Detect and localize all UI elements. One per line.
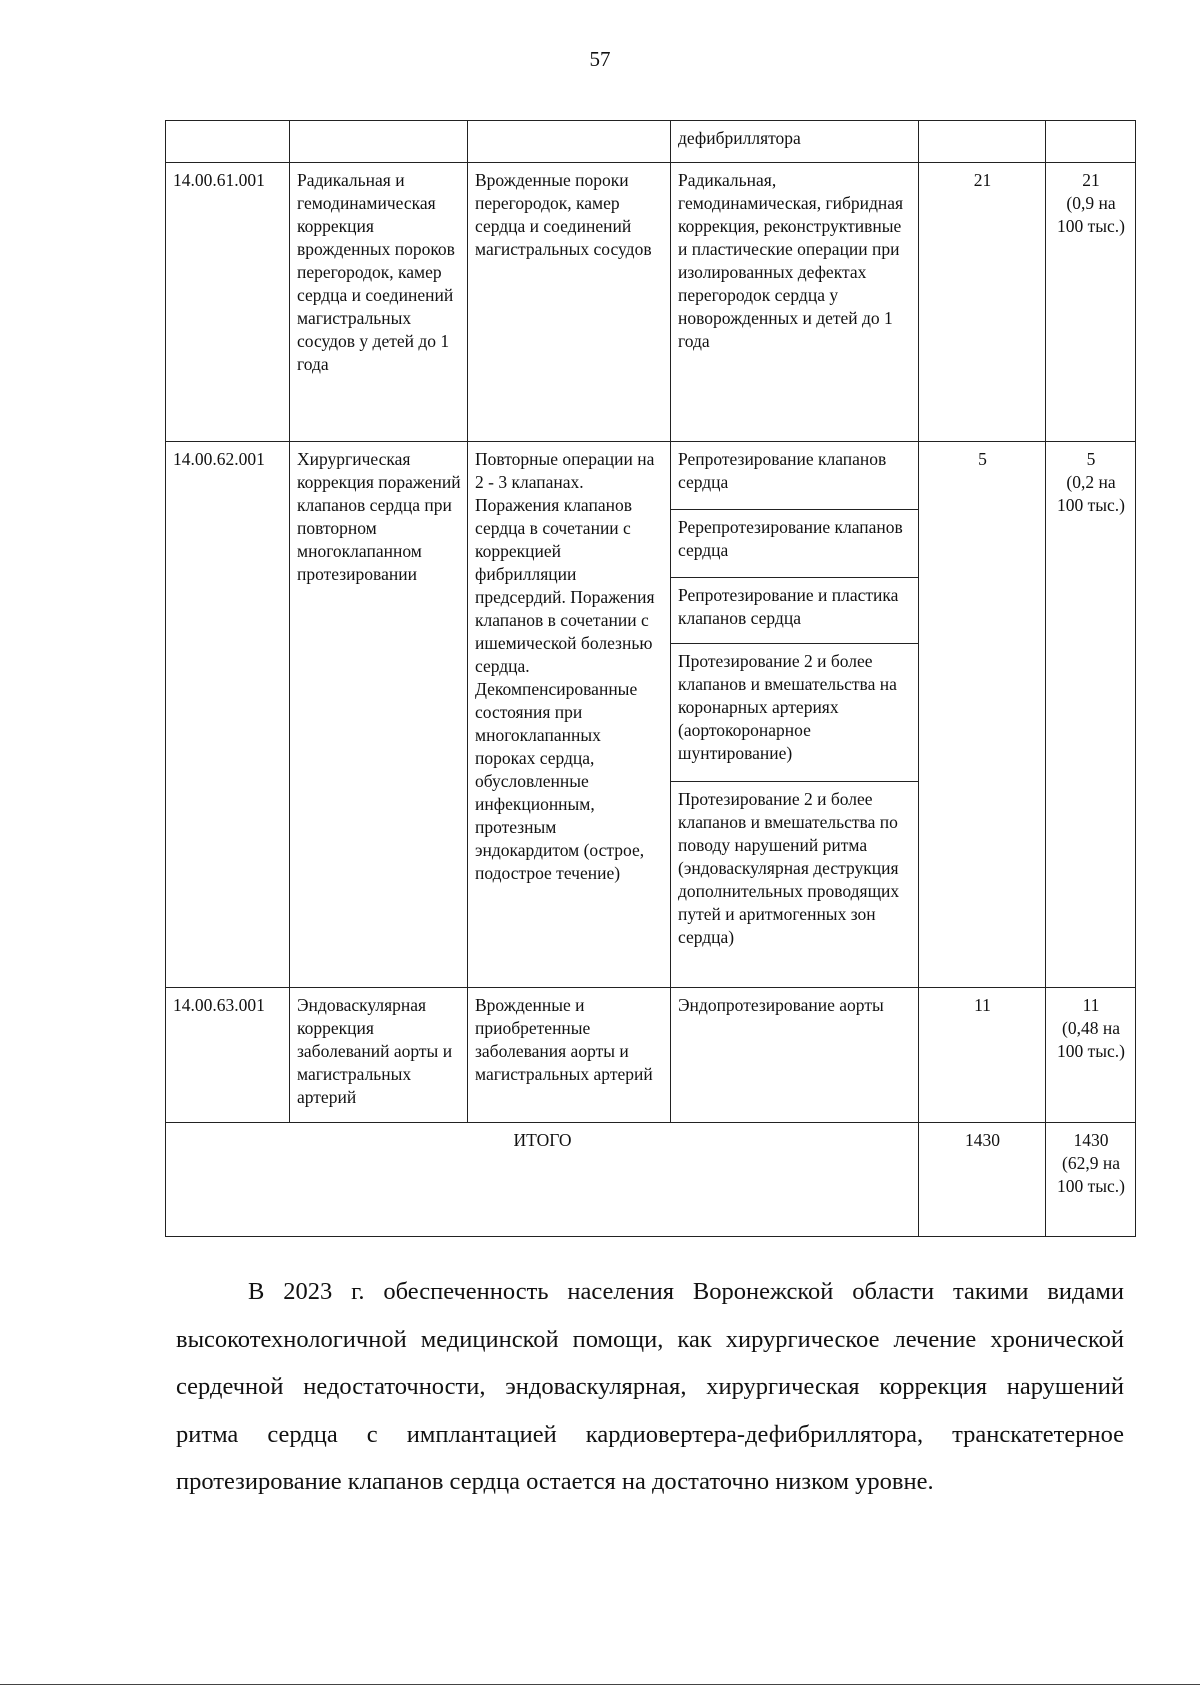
- total-value: 5: [1086, 449, 1096, 469]
- cell-code: [166, 121, 290, 163]
- cell-diagnosis: Врожденные и приобретенные заболевания аорты и магистральных артерий: [468, 988, 671, 1123]
- cell-count: 21: [919, 163, 1046, 442]
- cell-name: Радикальная и гемодинамическая коррекция врожденных пороков перегородок, камер сердца и соединений магистральных сосудов у детей до 1 года: [290, 163, 468, 442]
- table-row: [166, 442, 1136, 510]
- page-number: 57: [589, 47, 611, 71]
- total-rate: (0,9 на 100 тыс.): [1056, 193, 1125, 236]
- cell-total: [1046, 988, 1136, 1123]
- cell-code: 14.00.63.001: [166, 988, 290, 1123]
- cell-total: [1046, 1123, 1136, 1237]
- total-value: 21: [1082, 170, 1100, 190]
- cell-total: [1046, 442, 1136, 988]
- cell-method: Протезирование 2 и более клапанов и вмешательства на коронарных артериях (аортокоронарное шунтирование): [671, 644, 919, 782]
- table-row-total: [166, 1123, 1136, 1237]
- cell-name: [290, 121, 468, 163]
- cell-count: 5: [919, 442, 1046, 988]
- cell-total: [1046, 163, 1136, 442]
- total-rate: (62,9 на 100 тыс.): [1056, 1153, 1125, 1196]
- total-rate: (0,48 на 100 тыс.): [1056, 1018, 1125, 1061]
- cell-count: [919, 121, 1046, 163]
- cell-name: Хирургическая коррекция поражений клапанов сердца при повторном многоклапанном протезировании: [290, 442, 468, 988]
- cell-method: Ререпротезирование клапанов сердца: [671, 510, 919, 578]
- total-rate: (0,2 на 100 тыс.): [1056, 472, 1125, 515]
- total-value: 11: [1082, 995, 1100, 1015]
- cell-method: дефибриллятора: [671, 121, 919, 163]
- cell-method: Эндопротезирование аорты: [671, 988, 919, 1123]
- cell-count: 1430: [919, 1123, 1046, 1237]
- cell-diagnosis: [468, 121, 671, 163]
- footer-divider: [0, 1684, 1200, 1685]
- table-row-continuation: [166, 121, 1136, 163]
- cell-method: Репротезирование и пластика клапанов сердца: [671, 578, 919, 644]
- cell-method: Репротезирование клапанов сердца: [671, 442, 919, 510]
- cell-code: 14.00.61.001: [166, 163, 290, 442]
- cell-diagnosis: Повторные операции на 2 - 3 клапанах. Поражения клапанов сердца в сочетании с коррекцией фибрилляции предсердий. Поражения клапанов в сочетании с ишемической болезнью сердца. Декомпенсированные состояния при многоклапанных пороках сердца, обусловленные инфекционным, протезным эндокардитом (острое, подострое течение): [468, 442, 671, 988]
- cell-method: Радикальная, гемодинамическая, гибридная коррекция, реконструктивные и пластические операции при изолированных дефектах перегородок сердца у новорожденных и детей до 1 года: [671, 163, 919, 442]
- body-paragraph: В 2023 г. обеспеченность населения Воронежской области такими видами высокотехнологичной медицинской помощи, как хирургическое лечение хронической сердечной недостаточности, эндоваскулярная, хирургическая коррекция нарушений ритма сердца с имплантацией кардиовертера-дефибриллятора, транскатетерное протезирование клапанов сердца остается на достаточно низком уровне.: [176, 1278, 1124, 1495]
- cell-code: 14.00.62.001: [166, 442, 290, 988]
- cell-method: Протезирование 2 и более клапанов и вмешательства по поводу нарушений ритма (эндоваскулярная деструкция дополнительных проводящих путей и аритмогенных зон сердца): [671, 782, 919, 988]
- cell-count: 11: [919, 988, 1046, 1123]
- total-value: 1430: [1073, 1130, 1109, 1150]
- cell-total: [1046, 121, 1136, 163]
- cell-diagnosis: Врожденные пороки перегородок, камер сердца и соединений магистральных сосудов: [468, 163, 671, 442]
- vmp-table: [165, 120, 1136, 1237]
- table-row: [166, 163, 1136, 442]
- total-label: ИТОГО: [166, 1123, 919, 1237]
- table-row: [166, 988, 1136, 1123]
- cell-name: Эндоваскулярная коррекция заболеваний аорты и магистральных артерий: [290, 988, 468, 1123]
